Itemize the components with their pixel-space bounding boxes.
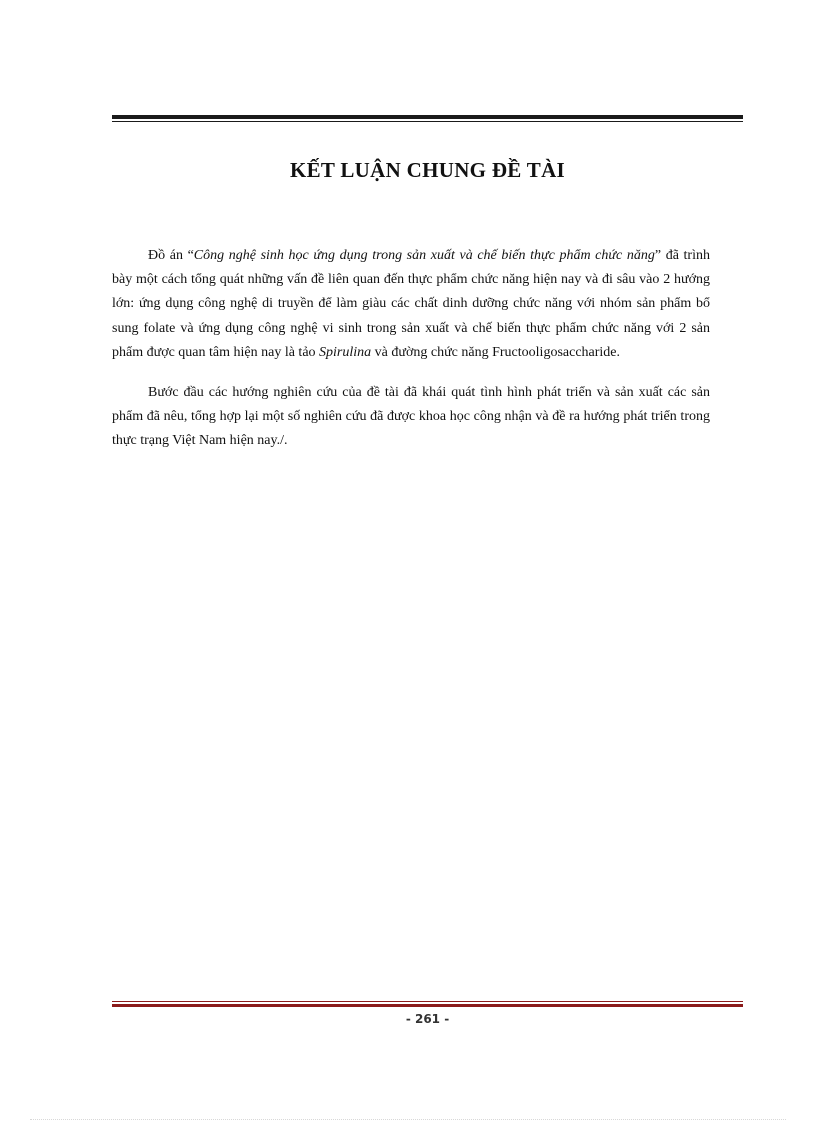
paragraph-2: Bước đầu các hướng nghiên cứu của đề tài đã khái quát tình hình phát triển và sản xuất các sản phẩm đã nêu, tổng hợp lại một số nghiên cứu đã được khoa học công nhận và đề ra hướng phát triển trong thực trạng Việt Nam hiện nay./. (112, 385, 710, 449)
page-number: - 261 - (405, 1012, 450, 1026)
header-rule (112, 115, 743, 122)
spirulina-italic: Spirulina (319, 344, 372, 360)
footer-rule (112, 1001, 743, 1007)
body-text (112, 244, 710, 470)
page-edge-divider (30, 1119, 786, 1120)
paragraph-1-end: và đường chức năng Fructooligosaccharide. (371, 344, 621, 360)
page-title: KẾT LUẬN CHUNG ĐỀ TÀI (289, 158, 566, 182)
paragraph-1-text: ” đã trình bày một cách tổng quát những vấn đề liên quan đến thực phẩm chức năng hiện nay và đi sâu vào 2 hướng lớn: ứng dụng công nghệ di truyền để làm giàu các chất dinh dưỡng chức năng với nhóm sản phẩm bổ sung folate và ứng dụng công nghệ vi sinh trong sản xuất và chế biến thực phẩm chức năng với 2 sản phẩm được quan tâm hiện nay là tảo (112, 248, 710, 360)
project-title-italic: Công nghệ sinh học ứng dụng trong sản xuất và chế biến thực phẩm chức năng (193, 248, 655, 263)
paragraph-1 (112, 244, 710, 365)
paragraph-1-lead: Đồ án “ (148, 248, 194, 263)
